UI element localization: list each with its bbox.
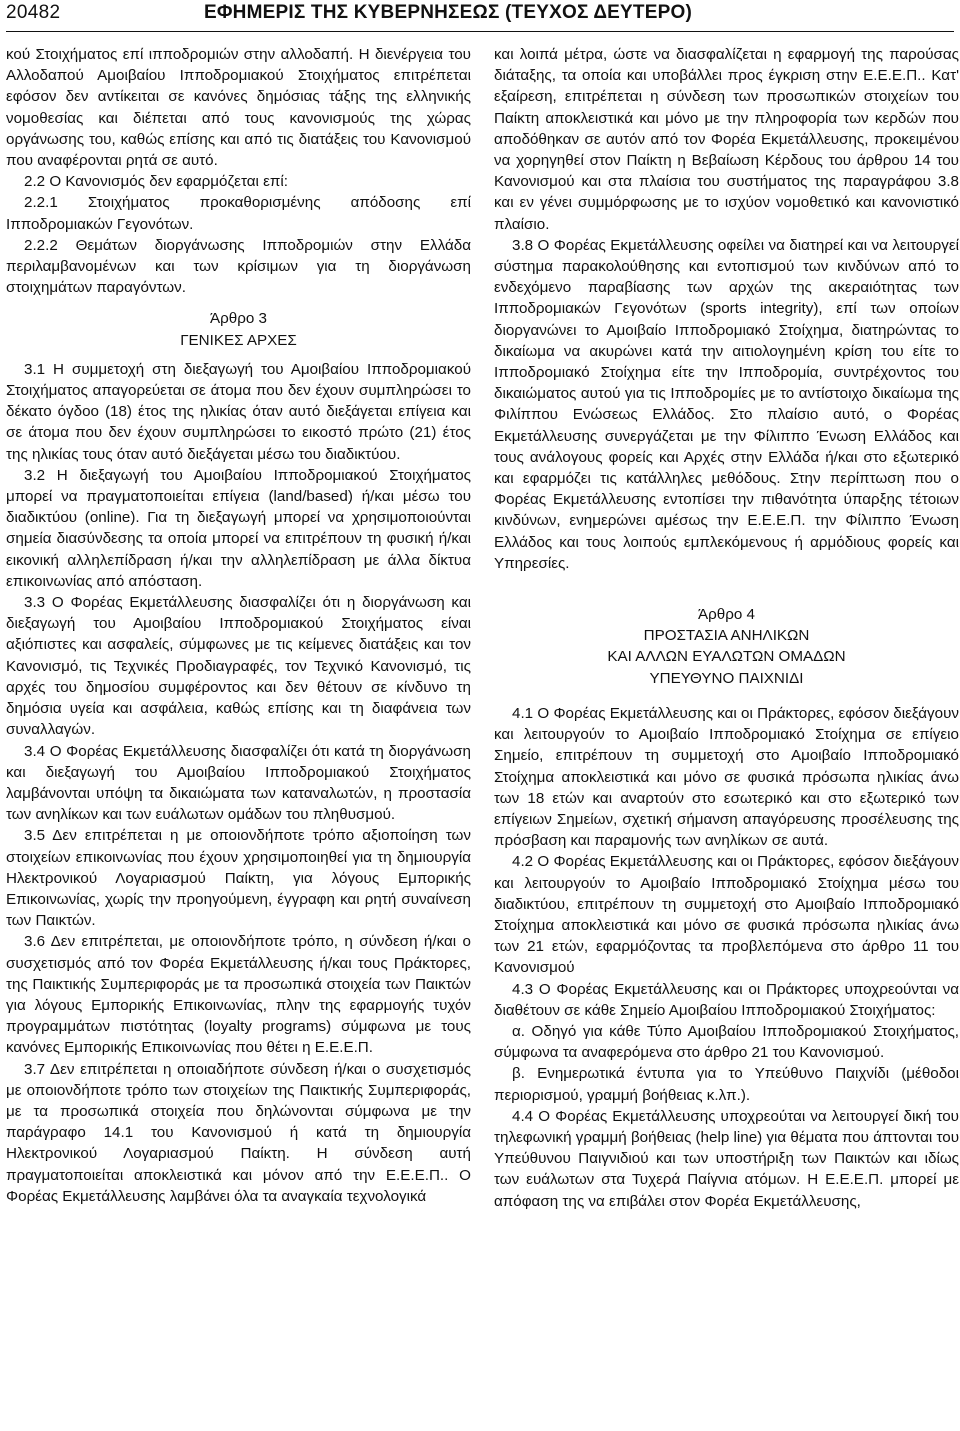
paragraph: 4.1 Ο Φορέας Εκμετάλλευσης και οι Πράκτορες, εφόσον διεξάγουν και λειτουργούν το Αμοιβαίο Ιπποδρομιακό Στοίχημα σε επίγειο Σημείο, επιτρέπουν τη συμμετοχή στο Αμοιβαίο Ιπποδρομιακό Στοίχημα αποκλειστικά και μόνο σε φυσικά πρόσωπα ηλικίας άνω των 18 ετών και αναρτούν στο εσωτερικό και στο εξωτερικό των επίγειων Σημείων, σχετική σήμανση απαγόρευσης προσέλευσης της πρόσβαση και παραμονής των ανηλίκων σε αυτά.: [494, 704, 959, 850]
article-4-heading: [494, 604, 959, 689]
article-title-line: ΠΡΟΣΤΑΣΙΑ ΑΝΗΛΙΚΩΝ: [643, 627, 810, 645]
page-header: [0, 0, 960, 28]
right-column: [494, 44, 959, 1212]
header-rule: [6, 31, 954, 32]
paragraph: και λοιπά μέτρα, ώστε να διασφαλίζεται η εφαρμογή της παρούσας διάταξης, τα οποία και υποβάλλει προς έγκριση στην Ε.Ε.Ε.Π.. Κατ' εξαίρεση, επιτρέπεται η σύνδεση των προσωπικών στοιχείων του Παίκτη αποκλειστικά και μόνο με την πληροφορία των κερδών που αποδόθηκαν σε αυτόν από τον Φορέα Εκμετάλλευσης, προκειμένου να χορηγηθεί στον Παίκτη η Βεβαίωση Κέρδους του άρθρου 14 του Κανονισμού και στα πλαίσια του συστήματος της παραγράφου 3.8 και εν γένει συμμόρφωσης με το ισχύον νομοθετικό και κανονιστικό πλαίσιο.: [494, 46, 959, 233]
paragraph: 3.2 Η διεξαγωγή του Αμοιβαίου Ιπποδρομιακού Στοιχήματος μπορεί να πραγματοποιείται επίγεια (land/based) ή/και μέσω του διαδικτύου (online). Για τη διεξαγωγή μπορεί να χρησιμοποιούνται σημεία διασύνδεσης τα οποία μπορεί να επιτρέπουν τη φυσική ή/και εικονική αλληλεπίδραση ή/και την αλληλεπίδραση με άλλα δίκτυα επικοινωνίας από απόσταση.: [6, 466, 471, 590]
paragraph: β. Ενημερωτικά έντυπα για το Υπεύθυνο Παιχνίδι (μέθοδοι περιορισμού, γραμμή βοήθειας κ.λπ.).: [494, 1065, 959, 1104]
paragraph: 3.3 Ο Φορέας Εκμετάλλευσης διασφαλίζει ότι η διοργάνωση και διεξαγωγή του Αμοιβαίου Ιπποδρομιακού Στοιχήματος είναι αξιόπιστες και ασφαλείς, σύμφωνες με τις κείμενες διατάξεις και τον Κανονισμό, τις Τεχνικές Προδιαγραφές, τον Τεχνικό Κανονισμό, τις αρχές του δημοσίου συμφέροντος και δεν θέτουν σε κίνδυνο τη δημόσια υγεία και ασφάλεια, καθώς επίσης και τη διαφάνεια των συναλλαγών.: [6, 594, 471, 739]
paragraph: 2.2.1 Στοιχήματος προκαθορισμένης απόδοσης επί Ιπποδρομιακών Γεγονότων.: [6, 194, 471, 233]
running-title: ΕΦΗΜΕΡΙΣ ΤΗΣ ΚΥΒΕΡΝΗΣΕΩΣ (ΤΕΥΧΟΣ ΔΕΥΤΕΡΟ): [204, 2, 692, 23]
paragraph: 4.2 Ο Φορέας Εκμετάλλευσης και οι Πράκτορες, εφόσον διεξάγουν και λειτουργούν το Αμοιβαίο Ιπποδρομιακό Στοίχημα μέσω του διαδικτύου, επιτρέπουν τη συμμετοχή στο Αμοιβαίο Ιπποδρομιακό Στοίχημα αποκλειστικά και μόνο σε φυσικά πρόσωπα ηλικίας άνω των 21 ετών, εφαρμόζοντας τα προβλεπόμενα στο άρθρο 11 του Κανονισμού: [494, 853, 959, 977]
article-number: Άρθρο 4: [698, 606, 755, 624]
paragraph: 3.8 Ο Φορέας Εκμετάλλευσης οφείλει να διατηρεί και να λειτουργεί σύστημα παρακολούθησης και εντοπισμού των κινδύνων από το ενδεχόμενο παραβίασης των αρχών της ακεραιότητας των Ιπποδρομιακών Γεγονότων (sports integrity), επί των οποίων διοργανώνει το Αμοιβαίο Ιπποδρομιακό Στοίχημα, διατηρώντας το δικαίωμα να ακυρώνει κατά την αιτιολογημένη κρίση του είτε το Ιπποδρομιακό Στοίχημα είτε την Ιπποδρομία, συντρέχοντος του δικαιώματος αυτού για τις Ιπποδρομίες με το αντίστοιχο δικαίωμα της Φιλίππου Ενώσεως Ελλάδος. Στο πλαίσιο αυτό, ο Φορέας Εκμετάλλευσης συνεργάζεται με την Φίλιππο Ένωση Ελλάδος και τους ανάλογους φορείς και Αρχές στην Ελλάδα ή/και στο εξωτερικό και εφαρμόζει τις κατάλληλες μεθόδους. Στην περίπτωση που ο Φορέας Εκμετάλλευσης εντοπίσει την πιθανότητα ύπαρξης τέτοιων κινδύνων, ενημερώνει αμέσως την Ε.Ε.Ε.Π. την Φίλιππο Ένωση Ελλάδος και τους λοιπούς εμπλεκόμενους ή αρμόδιους φορείς και Υπηρεσίες.: [494, 236, 959, 572]
article-title-line: ΥΠΕΥΘΥΝΟ ΠΑΙΧΝΙΔΙ: [649, 669, 804, 687]
article-3-heading: [6, 308, 471, 350]
paragraph: 2.2 Ο Κανονισμός δεν εφαρμόζεται επί:: [24, 173, 288, 191]
paragraph: 3.5 Δεν επιτρέπεται η με οποιονδήποτε τρόπο αξιοποίηση των στοιχείων επικοινωνίας που έχουν χρησιμοποιηθεί για τη δημιουργία Ηλεκτρονικού Λογαριασμού Παίκτη, για λόγους Εμπορικής Επικοινωνίας, χωρίς την προηγούμενη, έγγραφη και ρητή συναίνεση των Παικτών.: [6, 827, 471, 930]
paragraph: 2.2.2 Θεμάτων διοργάνωσης Ιπποδρομιών στην Ελλάδα περιλαμβανομένων και των κρίσιμων για τη διοργάνωση στοιχημάτων παραγόντων.: [6, 236, 471, 297]
page-number: 20482: [6, 2, 61, 23]
paragraph: 3.6 Δεν επιτρέπεται, με οποιονδήποτε τρόπο, η σύνδεση ή/και ο συσχετισμός από τον Φορέα Εκμετάλλευσης ή/και τους Πράκτορες, της Παικτικής Συμπεριφοράς με τα προσωπικά στοιχεία των Παικτών για λόγους Εμπορικής Επικοινωνίας, πλην της εφαρμογής τυχόν προγραμμάτων πιστότητας (loyalty programs) σύμφωνα με τους κανόνες Εμπορικής Επικοινωνίας που θέτει η Ε.Ε.Ε.Π.: [6, 933, 471, 1057]
article-title-line: ΚΑΙ ΑΛΛΩΝ ΕΥΑΛΩΤΩΝ ΟΜΑΔΩΝ: [607, 648, 846, 666]
paragraph: κού Στοιχήματος επί ιπποδρομιών στην αλλοδαπή. Η διενέργεια του Αλλοδαπού Αμοιβαίου Ιπποδρομιακού Στοιχήματος επιτρέπεται εφόσον δεν αντίκειται σε κανόνες δημόσιας τάξης της ελληνικής νομοθεσίας και διέπεται από τους κανονισμούς της χώρας οργάνωσης του, καθώς επίσης και από τις διατάξεις του Κανονισμού που αναφέρονται ρητά σε αυτό.: [6, 46, 471, 170]
paragraph: 3.4 Ο Φορέας Εκμετάλλευσης διασφαλίζει ότι κατά τη διοργάνωση και διεξαγωγή του Αμοιβαίου Ιπποδρομιακού Στοιχήματος λαμβάνονται υπόψη τα δικαιώματα των καταναλωτών, η προστασία των ανηλίκων και των ευάλωτων ομάδων του πληθυσμού.: [6, 742, 471, 824]
paragraph: 4.4 Ο Φορέας Εκμετάλλευσης υποχρεούται να λειτουργεί δική του τηλεφωνική γραμμή βοήθειας (help line) για θέματα που άπτονται του Υπεύθυνου Παιγνιδιού και των υποστήριξη των Παικτών και ιδίως των ευάλωτων στα Τυχερά Παίγνια ατόμων. Η Ε.Ε.Ε.Π. μπορεί με απόφαση της να επιβάλει στον Φορέα Εκμετάλλευσης,: [494, 1107, 959, 1210]
paragraph: α. Οδηγό για κάθε Τύπο Αμοιβαίου Ιπποδρομιακού Στοιχήματος, σύμφωνα τα αναφερόμενα στο άρθρο 21 του Κανονισμού.: [494, 1022, 959, 1062]
paragraph: 4.3 Ο Φορέας Εκμετάλλευσης και οι Πράκτορες υποχρεούνται να διαθέτουν σε κάθε Σημείο Αμοιβαίου Ιπποδρομιακού Στοιχήματος:: [494, 980, 959, 1019]
article-title: ΓΕΝΙΚΕΣ ΑΡΧΕΣ: [180, 331, 297, 349]
paragraph: 3.1 Η συμμετοχή στη διεξαγωγή του Αμοιβαίου Ιπποδρομιακού Στοιχήματος απαγορεύεται σε άτομα που δεν έχουν συμπληρώσει το δέκατο όγδοο (18) έτος της ηλικίας όταν αυτό διεξάγεται επίγεια και σε άτομα που δεν έχουν συμπληρώσει το εικοστό πρώτο (21) έτος της ηλικίας τους όταν αυτό διεξάγεται μέσω του διαδικτύου.: [6, 360, 471, 463]
left-column: [6, 44, 471, 1207]
paragraph: 3.7 Δεν επιτρέπεται η οποιαδήποτε σύνδεση ή/και ο συσχετισμός με οποιονδήποτε τρόπο των στοιχείων της Παικτικής Συμπεριφοράς, με τα προσωπικά στοιχεία που δηλώνονται σύμφωνα με την παράγραφο 14.1 του Κανονισμού ή κατά τη δημιουργία Ηλεκτρονικού Λογαριασμού Παίκτη. Η σύνδεση αυτή πραγματοποιείται αποκλειστικά και μόνον από την Ε.Ε.Ε.Π.. Ο Φορέας Εκμετάλλευσης λαμβάνει όλα τα αναγκαία τεχνολογικά: [6, 1060, 471, 1205]
article-number: Άρθρο 3: [210, 310, 267, 328]
